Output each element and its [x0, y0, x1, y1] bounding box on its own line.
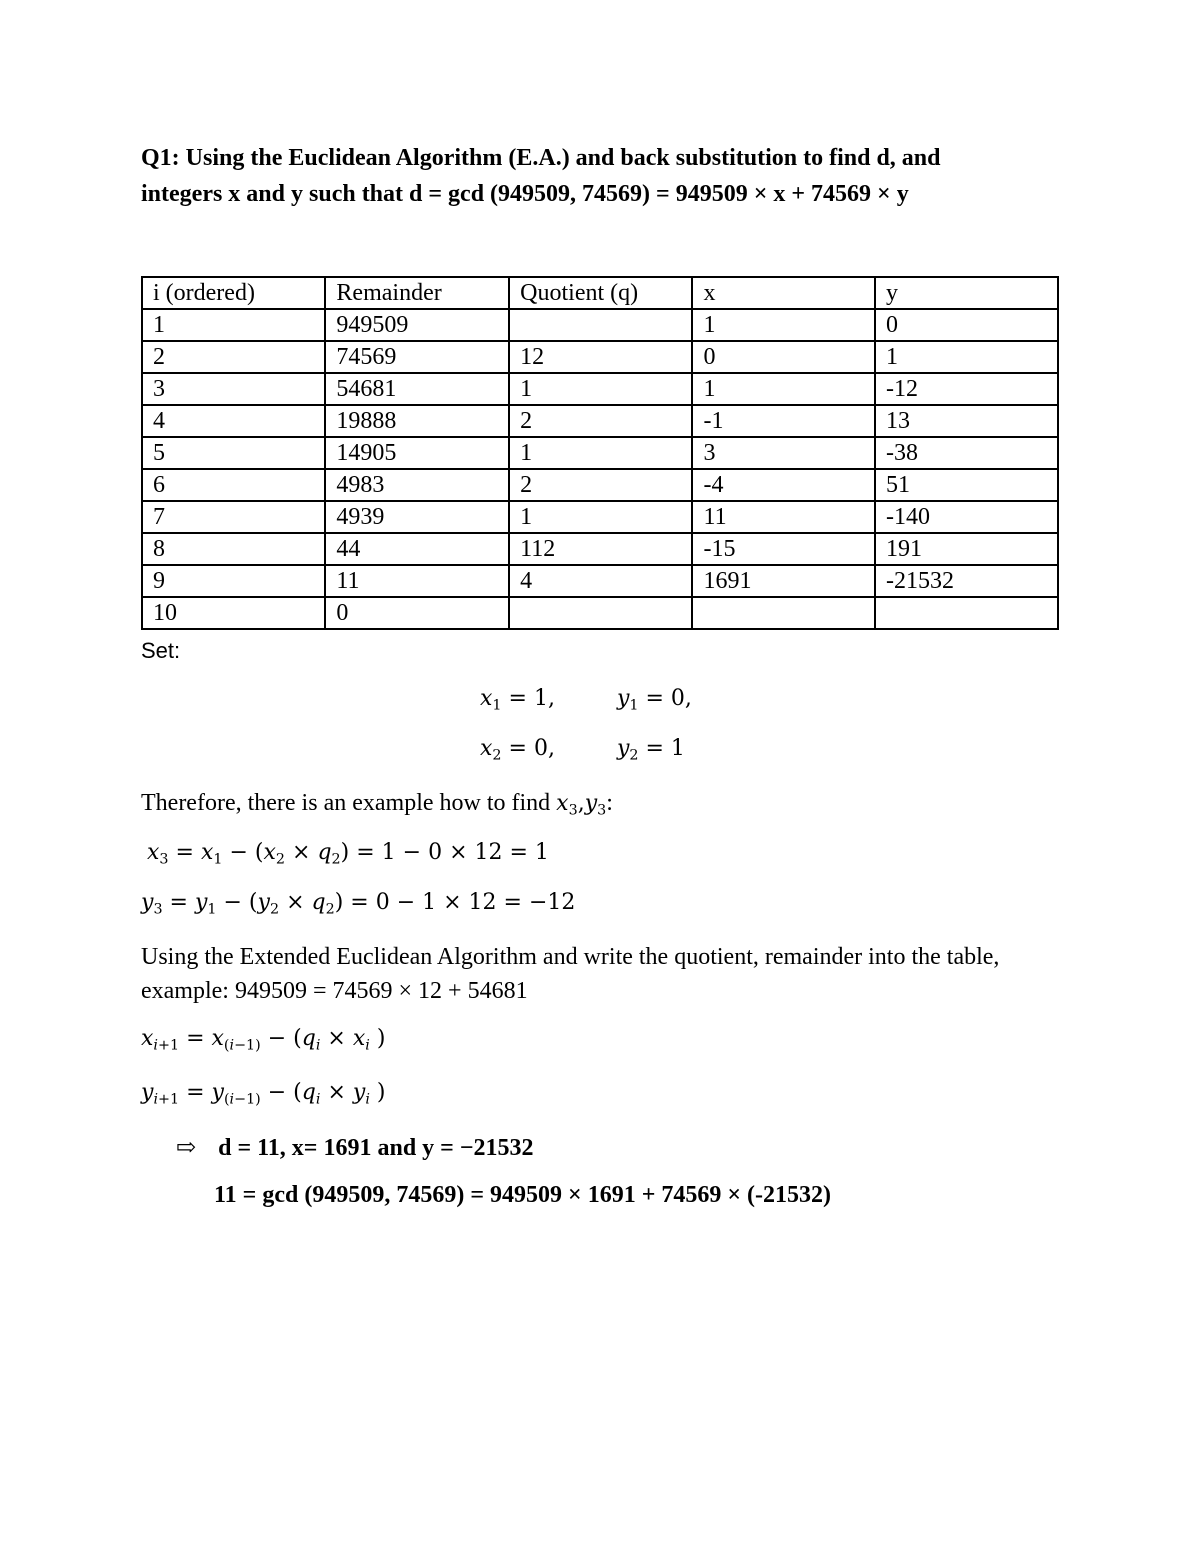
table-row: [142, 309, 1058, 341]
cell-remainder: 0: [325, 597, 509, 629]
table-row: [142, 405, 1058, 437]
cell-i: 4: [142, 405, 325, 437]
cell-remainder: 4939: [325, 501, 509, 533]
cell-i: 8: [142, 533, 325, 565]
cell-i: 9: [142, 565, 325, 597]
init-eq-row-2: $x_2 = 0$, $y_2 = 1$: [480, 736, 685, 764]
cell-x: 1691: [692, 565, 875, 597]
cell-remainder: 949509: [325, 309, 509, 341]
cell-i: 10: [142, 597, 325, 629]
cell-quotient: 2: [509, 405, 692, 437]
cell-x: -1: [692, 405, 875, 437]
init-eq-row-1: $x_1 = 1$, $y_1 = 0$,: [480, 686, 692, 714]
cell-quotient: [509, 597, 692, 629]
cell-x: 11: [692, 501, 875, 533]
table-row: [142, 373, 1058, 405]
cell-i: 5: [142, 437, 325, 469]
cell-quotient: 112: [509, 533, 692, 565]
cell-remainder: 74569: [325, 341, 509, 373]
table-row: [142, 437, 1058, 469]
cell-x: 0: [692, 341, 875, 373]
cell-y: -12: [875, 373, 1058, 405]
result-summary: [176, 1132, 534, 1162]
cell-remainder: 19888: [325, 405, 509, 437]
table-row: [142, 341, 1058, 373]
cell-quotient: 12: [509, 341, 692, 373]
cell-x: [692, 597, 875, 629]
arrow-icon: ⇨: [176, 1135, 197, 1161]
header-remainder: Remainder: [325, 277, 509, 309]
header-i: i (ordered): [142, 277, 325, 309]
header-y: y: [875, 277, 1058, 309]
cell-y: 0: [875, 309, 1058, 341]
euclidean-table: [141, 276, 1059, 630]
x-recurrence: $x_{i+1} = x_{(i-1)} - (q_i \times x_i$ ): [141, 1026, 386, 1054]
header-x: x: [692, 277, 875, 309]
cell-remainder: 4983: [325, 469, 509, 501]
y3-equation: $y_3 = y_1 - (y_2 \times q_2) = 0 - 1 \times 12 = -12$: [141, 890, 576, 918]
cell-y: -38: [875, 437, 1058, 469]
cell-i: 6: [142, 469, 325, 501]
table-row: [142, 469, 1058, 501]
cell-x: 1: [692, 309, 875, 341]
question-line-2: integers x and y such that d = gcd (949509, 74569) = 949509 × x + 74569 × y: [141, 181, 909, 207]
result-line-2: 11 = gcd (949509, 74569) = 949509 × 1691 + 74569 × (-21532): [214, 1182, 832, 1208]
cell-quotient: 2: [509, 469, 692, 501]
table-body: [142, 309, 1058, 629]
cell-x: 3: [692, 437, 875, 469]
cell-remainder: 14905: [325, 437, 509, 469]
table-row: [142, 501, 1058, 533]
question-title: [141, 140, 1081, 212]
result-line-1: d = 11, x= 1691 and y = −21532: [218, 1135, 534, 1161]
question-line-1: Q1: Using the Euclidean Algorithm (E.A.) and back substitution to find d, and: [141, 145, 941, 171]
cell-remainder: 44: [325, 533, 509, 565]
cell-remainder: 11: [325, 565, 509, 597]
cell-y: 191: [875, 533, 1058, 565]
table-row: [142, 597, 1058, 629]
cell-i: 3: [142, 373, 325, 405]
table-header-row: [142, 277, 1058, 309]
cell-i: 2: [142, 341, 325, 373]
cell-x: -15: [692, 533, 875, 565]
example-intro: Therefore, there is an example how to find $x_3,y_3$:: [141, 790, 613, 819]
y1-value: 0,: [670, 686, 692, 711]
extended-paragraph: Using the Extended Euclidean Algorithm and write the quotient, remainder into the table, example: 949509 = 74569 × 12 + 54681: [141, 944, 1000, 1004]
cell-quotient: 4: [509, 565, 692, 597]
cell-remainder: 54681: [325, 373, 509, 405]
set-label: Set:: [141, 638, 181, 663]
cell-y: 13: [875, 405, 1058, 437]
cell-i: 7: [142, 501, 325, 533]
x1-value: 1,: [533, 686, 555, 711]
cell-quotient: 1: [509, 437, 692, 469]
x2-value: 0,: [533, 736, 555, 761]
cell-y: 51: [875, 469, 1058, 501]
cell-y: [875, 597, 1058, 629]
cell-y: 1: [875, 341, 1058, 373]
cell-x: 1: [692, 373, 875, 405]
cell-quotient: 1: [509, 373, 692, 405]
cell-i: 1: [142, 309, 325, 341]
x3-equation: $x_3 = x_1 - (x_2 \times q_2) = 1 - 0 \times 12 = 1$: [147, 840, 549, 868]
table-row: [142, 565, 1058, 597]
header-quotient: Quotient (q): [509, 277, 692, 309]
y-recurrence: $y_{i+1} = y_{(i-1)} - (q_i \times y_i$ ): [141, 1080, 386, 1108]
cell-y: -140: [875, 501, 1058, 533]
cell-quotient: [509, 309, 692, 341]
table-row: [142, 533, 1058, 565]
y2-value: 1: [670, 736, 685, 761]
cell-y: -21532: [875, 565, 1058, 597]
cell-x: -4: [692, 469, 875, 501]
x3-rhs: = 1 − 0 × 12 = 1: [356, 840, 549, 865]
y3-rhs: = 0 − 1 × 12 = −12: [350, 890, 576, 915]
cell-quotient: 1: [509, 501, 692, 533]
